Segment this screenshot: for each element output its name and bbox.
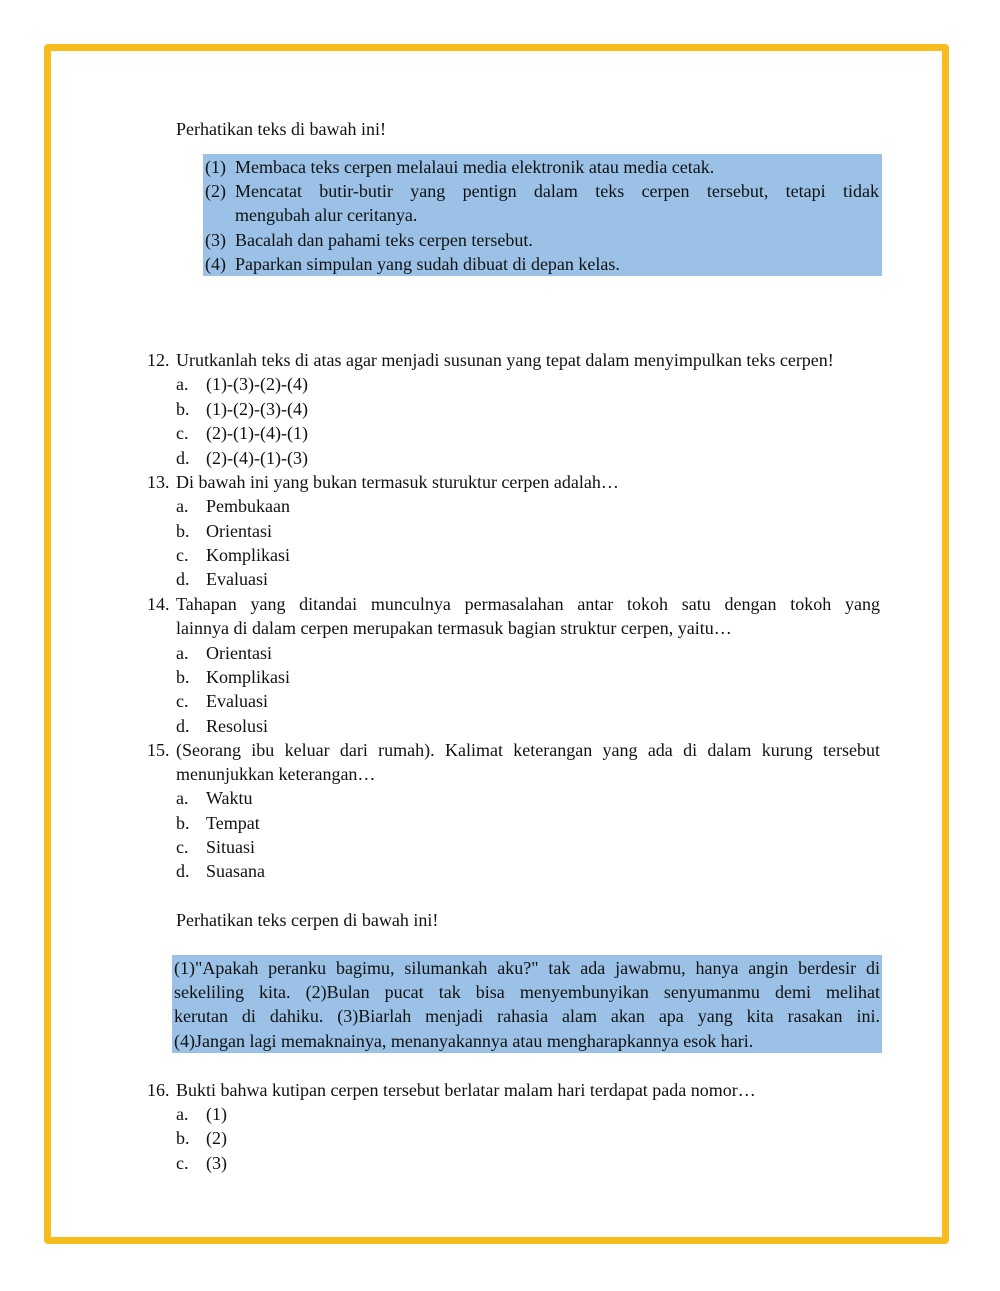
step-number-3: (3) — [205, 230, 226, 250]
step-number-4: (4) — [205, 254, 226, 274]
option-letter: c. — [176, 1153, 189, 1173]
question-stem-15-line-2: menunjukkan keterangan… — [176, 764, 376, 784]
step-number-2: (2) — [205, 181, 226, 201]
option-letter: a. — [176, 1104, 189, 1124]
step-text-3: Bacalah dan pahami teks cerpen tersebut. — [235, 230, 533, 250]
option-letter: a. — [176, 496, 189, 516]
option-letter: b. — [176, 521, 190, 541]
option-text: Waktu — [206, 788, 253, 808]
option-letter: a. — [176, 788, 189, 808]
option-text: (2)-(1)-(4)-(1) — [206, 423, 308, 443]
option-text: Orientasi — [206, 521, 272, 541]
question-stem-14-line-1: Tahapan yang ditandai munculnya permasalahan antar tokoh satu dengan tokoh yang — [176, 594, 880, 614]
question-number-15: 15. — [147, 740, 170, 760]
option-letter: b. — [176, 399, 190, 419]
step-number-1: (1) — [205, 157, 226, 177]
intro-heading-2: Perhatikan teks cerpen di bawah ini! — [176, 910, 439, 930]
question-stem-12: Urutkanlah teks di atas agar menjadi susunan yang tepat dalam menyimpulkan teks cerpen! — [176, 350, 834, 370]
option-text: Komplikasi — [206, 667, 290, 687]
option-letter: c. — [176, 837, 189, 857]
question-number-16: 16. — [147, 1080, 170, 1100]
option-text: (1) — [206, 1104, 227, 1124]
option-letter: b. — [176, 667, 190, 687]
option-text: Suasana — [206, 861, 265, 881]
option-letter: c. — [176, 423, 189, 443]
passage-line-1: (1)"Apakah peranku bagimu, silumankah aku?" tak ada jawabmu, hanya angin berdesir di — [174, 958, 880, 978]
option-letter: b. — [176, 1128, 190, 1148]
option-letter: d. — [176, 716, 190, 736]
question-stem-14-line-2: lainnya di dalam cerpen merupakan termasuk bagian struktur cerpen, yaitu… — [176, 618, 732, 638]
passage-line-4: (4)Jangan lagi memaknainya, menanyakannya atau mengharapkannya esok hari. — [174, 1031, 754, 1051]
option-text: (1)-(2)-(3)-(4) — [206, 399, 308, 419]
option-letter: a. — [176, 374, 189, 394]
option-text: (1)-(3)-(2)-(4) — [206, 374, 308, 394]
option-letter: c. — [176, 691, 189, 711]
question-number-12: 12. — [147, 350, 170, 370]
question-number-13: 13. — [147, 472, 170, 492]
option-letter: d. — [176, 448, 190, 468]
option-letter: d. — [176, 569, 190, 589]
option-text: Evaluasi — [206, 569, 268, 589]
option-text: Resolusi — [206, 716, 269, 736]
option-text: (2)-(4)-(1)-(3) — [206, 448, 308, 468]
option-text: Komplikasi — [206, 545, 290, 565]
option-text: (3) — [206, 1153, 227, 1173]
question-stem-15-line-1: (Seorang ibu keluar dari rumah). Kalimat keterangan yang ada di dalam kurung tersebut — [176, 740, 880, 760]
option-letter: c. — [176, 545, 189, 565]
option-letter: b. — [176, 813, 190, 833]
intro-heading-1: Perhatikan teks di bawah ini! — [176, 119, 386, 139]
question-stem-13: Di bawah ini yang bukan termasuk sturuktur cerpen adalah… — [176, 472, 619, 492]
option-text: Pembukaan — [206, 496, 290, 516]
question-stem-16: Bukti bahwa kutipan cerpen tersebut berlatar malam hari terdapat pada nomor… — [176, 1080, 756, 1100]
step-text-4: Paparkan simpulan yang sudah dibuat di depan kelas. — [235, 254, 620, 274]
option-text: Situasi — [206, 837, 256, 857]
option-text: Evaluasi — [206, 691, 268, 711]
question-number-14: 14. — [147, 594, 170, 614]
option-text: (2) — [206, 1128, 227, 1148]
option-text: Orientasi — [206, 643, 272, 663]
option-text: Tempat — [206, 813, 260, 833]
option-letter: a. — [176, 643, 189, 663]
passage-line-3: kerutan di dahiku. (3)Biarlah menjadi rahasia alam akan apa yang kita rasakan ini. — [174, 1006, 880, 1026]
passage-line-2: sekeliling kita. (2)Bulan pucat tak bisa menyembunyikan senyumanmu demi melihat — [174, 982, 880, 1002]
option-letter: d. — [176, 861, 190, 881]
step-text-2-line-1: Mencatat butir-butir yang pentign dalam teks cerpen tersebut, tetapi tidak — [235, 181, 879, 201]
step-text-1: Membaca teks cerpen melalaui media elektronik atau media cetak. — [235, 157, 715, 177]
step-text-2-line-2: mengubah alur ceritanya. — [235, 205, 418, 225]
